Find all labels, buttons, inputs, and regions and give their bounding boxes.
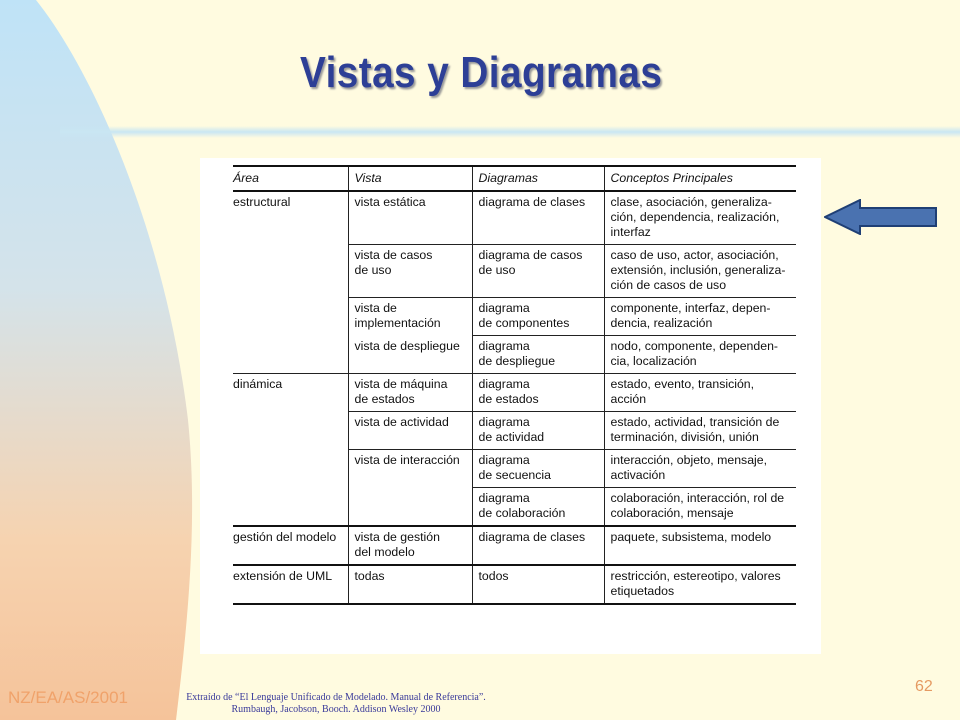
table-header-row [233,166,796,191]
cell-conceptos: interacción, objeto, mensaje, activación [604,450,796,488]
cell-diagrama: diagrama de clases [472,526,604,565]
table-row [233,450,796,488]
cell-vista: vista de máquina de estados [348,374,472,412]
left-decorative-band [0,0,200,720]
cell-area-empty [233,412,348,450]
cell-diagrama: diagrama de colaboración [472,488,604,527]
cell-conceptos: componente, interfaz, depen- dencia, realización [604,298,796,336]
footer-source-note [166,692,506,716]
table-row [233,336,796,374]
table-row [233,488,796,527]
cell-diagrama: diagrama de casos de uso [472,245,604,298]
cell-area-empty [233,245,348,298]
cell-vista: vista de despliegue [348,336,472,374]
header-conceptos: Conceptos Principales [604,166,796,191]
cell-area: gestión del modelo [233,526,348,565]
cell-diagrama: diagrama de estados [472,374,604,412]
cell-vista: vista de interacción [348,450,472,488]
cell-area: extensión de UML [233,565,348,604]
cell-area-empty [233,488,348,527]
left-arrow-icon [824,199,938,235]
cell-vista: vista de actividad [348,412,472,450]
table-row [233,526,796,565]
header-area: Área [233,166,348,191]
table-row [233,374,796,412]
cell-vista: vista de casos de uso [348,245,472,298]
cell-diagrama: diagrama de despliegue [472,336,604,374]
table-row [233,191,796,245]
cell-vista: todas [348,565,472,604]
cell-conceptos: estado, evento, transición, acción [604,374,796,412]
cell-area-empty [233,450,348,488]
table-row [233,245,796,298]
views-diagrams-table [233,165,796,605]
cell-conceptos: nodo, componente, dependen- cia, localización [604,336,796,374]
cell-vista: vista de gestión del modelo [348,526,472,565]
footer-source-line-2: Rumbaugh, Jacobson, Booch. Addison Wesley 2000 [231,704,441,715]
table-row [233,298,796,336]
cell-conceptos: colaboración, interacción, rol de colaboración, mensaje [604,488,796,527]
cell-conceptos: caso de uso, actor, asociación, extensión, inclusión, generaliza- ción de casos de uso [604,245,796,298]
header-vista: Vista [348,166,472,191]
cell-area-empty [233,336,348,374]
cell-diagrama: diagrama de clases [472,191,604,245]
cell-diagrama: diagrama de componentes [472,298,604,336]
cell-vista: vista estática [348,191,472,245]
footer-source-line-1: Extraído de “El Lenguaje Unificado de Modelado. Manual de Referencia”. [186,692,486,703]
cell-conceptos: estado, actividad, transición de terminación, división, unión [604,412,796,450]
page-number: 62 [915,678,933,695]
table-row [233,565,796,604]
cell-conceptos: clase, asociación, generaliza- ción, dependencia, realización, interfaz [604,191,796,245]
cell-vista-empty [348,488,472,527]
cell-area: estructural [233,195,291,209]
cell-diagrama: diagrama de secuencia [472,450,604,488]
cell-area: dinámica [233,374,348,412]
table-row [233,412,796,450]
title-underline-band [60,126,960,138]
slide-title: Vistas y Diagramas [300,48,663,97]
header-diagramas: Diagramas [472,166,604,191]
cell-vista: vista de implementación [348,298,472,336]
footer-author-code: NZ/EA/AS/2001 [8,688,129,707]
cell-conceptos: paquete, subsistema, modelo [604,526,796,565]
cell-diagrama: todos [472,565,604,604]
cell-area-empty [233,298,348,336]
cell-conceptos: restricción, estereotipo, valores etiquetados [604,565,796,604]
cell-diagrama: diagrama de actividad [472,412,604,450]
